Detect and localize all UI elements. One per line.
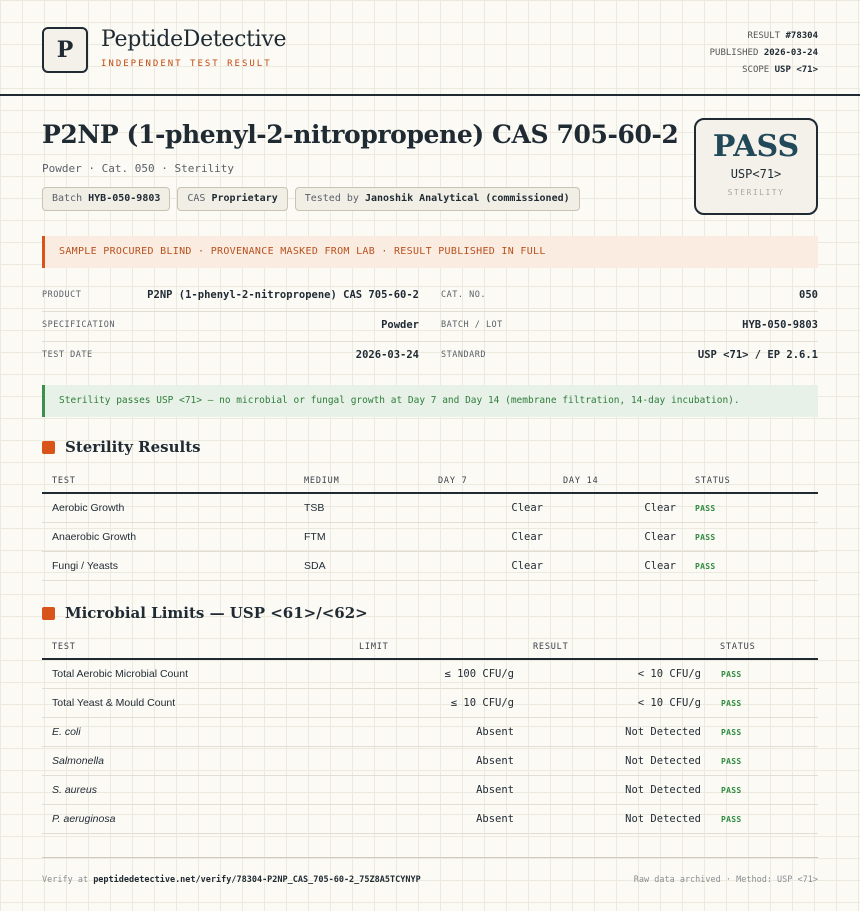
status-badge: PASS	[721, 757, 742, 766]
section-marker-icon	[42, 607, 55, 620]
verdict-badge	[694, 118, 818, 215]
status-badge: PASS	[695, 533, 716, 542]
result-id-line: RESULT #78304	[747, 31, 818, 41]
sterility-table	[42, 468, 818, 581]
procurement-notice: SAMPLE PROCURED BLIND · PROVENANCE MASKED FROM LAB · RESULT PUBLISHED IN FULL	[42, 236, 818, 268]
tested-by-chip: Tested by Janoshik Analytical (commissioned)	[295, 187, 580, 211]
status-badge: PASS	[721, 728, 742, 737]
brand-name[interactable]: PeptideDetective	[101, 27, 287, 52]
table-row: S. aureus Absent Not Detected PASS	[42, 776, 818, 805]
product-chips	[42, 187, 580, 211]
table-row: Total Yeast & Mould Count ≤ 10 CFU/g < 10 CFU/g PASS	[42, 689, 818, 718]
report-footer	[42, 857, 818, 885]
cas-chip: CAS Proprietary	[177, 187, 287, 211]
report-meta	[710, 28, 818, 79]
brand-subtitle: INDEPENDENT TEST RESULT	[101, 59, 272, 69]
table-row: E. coli Absent Not Detected PASS	[42, 718, 818, 747]
spec-label: SPECIFICATION	[42, 320, 116, 330]
verdict-type: STERILITY	[727, 188, 785, 197]
batch-label: BATCH / LOT	[441, 320, 503, 330]
batch-chip: Batch HYB-050-9803	[42, 187, 170, 211]
info-row	[42, 342, 818, 372]
info-row	[42, 312, 818, 342]
verdict-result: PASS	[712, 129, 800, 164]
status-badge: PASS	[695, 504, 716, 513]
section-marker-icon	[42, 441, 55, 454]
table-header: TEST MEDIUM DAY 7 DAY 14 STATUS	[42, 468, 818, 494]
batch-value: HYB-050-9803	[742, 319, 818, 331]
table-row: Aerobic Growth TSB Clear Clear PASS	[42, 494, 818, 523]
verify-line: Verify at peptidedetective.net/verify/78304-P2NP_CAS_705-60-2_75Z8A5TCYNYP	[42, 875, 421, 885]
product-value: P2NP (1-phenyl-2-nitropropene) CAS 705-60-2	[147, 289, 419, 301]
catno-value: 050	[799, 289, 818, 301]
verify-link[interactable]: peptidedetective.net/verify/78304-P2NP_CAS_705-60-2_75Z8A5TCYNYP	[93, 875, 421, 885]
sterility-section-title: Sterility Results	[42, 438, 201, 456]
published-line: PUBLISHED 2026-03-24	[709, 48, 818, 58]
catno-label: CAT. NO.	[441, 290, 486, 300]
microbial-section-title: Microbial Limits — USP <61>/<62>	[42, 604, 368, 622]
table-row: P. aeruginosa Absent Not Detected PASS	[42, 805, 818, 834]
table-row: Fungi / Yeasts SDA Clear Clear PASS	[42, 552, 818, 581]
scope-line: SCOPE USP <71>	[742, 65, 818, 75]
date-label: TEST DATE	[42, 350, 93, 360]
table-header: TEST LIMIT RESULT STATUS	[42, 634, 818, 660]
status-badge: PASS	[721, 699, 742, 708]
status-badge: PASS	[721, 786, 742, 795]
published-date: 2026-03-24	[763, 48, 818, 58]
report-header	[0, 0, 860, 96]
status-badge: PASS	[695, 562, 716, 571]
logo-icon: P	[42, 27, 88, 73]
table-row: Salmonella Absent Not Detected PASS	[42, 747, 818, 776]
scope-value: USP <71>	[774, 65, 818, 75]
table-row: Anaerobic Growth FTM Clear Clear PASS	[42, 523, 818, 552]
verdict-standard: USP<71>	[730, 167, 782, 181]
status-badge: PASS	[721, 815, 742, 824]
raw-data-note: Raw data archived · Method: USP <71>	[633, 875, 818, 885]
result-id: #78304	[785, 31, 818, 41]
page-subtitle: Powder · Cat. 050 · Sterility	[42, 162, 235, 175]
standard-value: USP <71> / EP 2.6.1	[697, 349, 818, 361]
date-value: 2026-03-24	[355, 349, 419, 361]
microbial-table	[42, 634, 818, 834]
info-row	[42, 282, 818, 312]
page-title: P2NP (1-phenyl-2-nitropropene) CAS 705-60-2	[42, 120, 679, 149]
product-label: PRODUCT	[42, 290, 82, 300]
sterility-summary: Sterility passes USP <71> — no microbial or fungal growth at Day 7 and Day 14 (membrane filtration, 14-day incubation).	[42, 385, 818, 417]
table-row: Total Aerobic Microbial Count ≤ 100 CFU/g < 10 CFU/g PASS	[42, 660, 818, 689]
spec-value: Powder	[381, 319, 419, 331]
standard-label: STANDARD	[441, 350, 486, 360]
status-badge: PASS	[721, 670, 742, 679]
